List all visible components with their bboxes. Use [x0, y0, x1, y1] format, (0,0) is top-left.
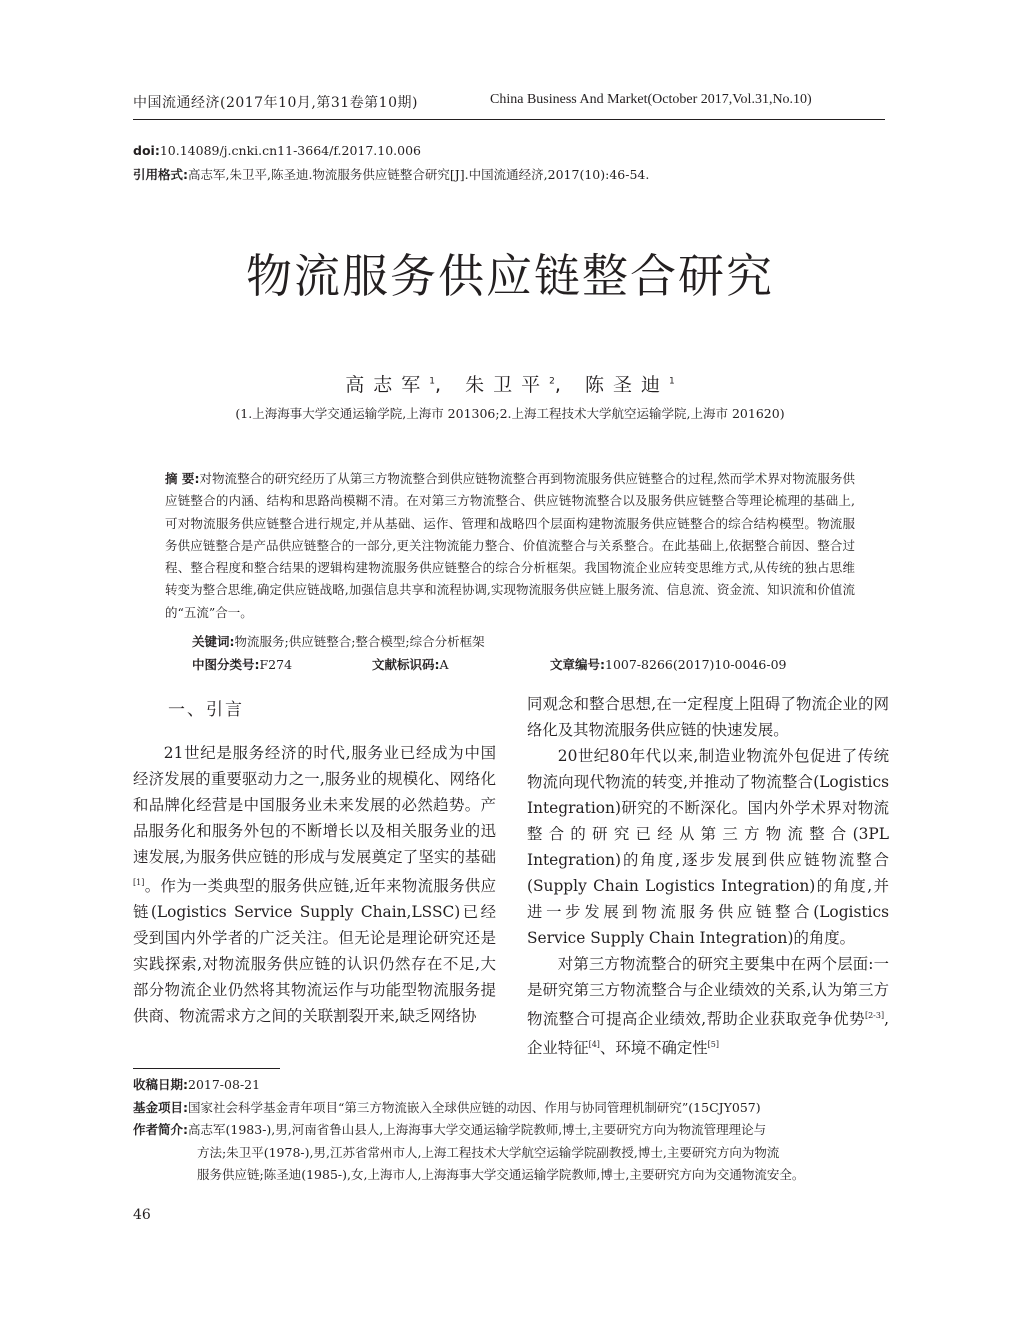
footnotes — [133, 1074, 888, 1187]
fund-value: 国家社会科学基金青年项目“第三方物流嵌入全球供应链的动因、作用与协同管理机制研究”(15CJY057) — [188, 1099, 761, 1115]
author-name: 朱卫平 — [465, 374, 550, 396]
author-list — [0, 370, 1020, 397]
received-value: 2017-08-21 — [188, 1077, 261, 1092]
clc-code — [192, 655, 292, 673]
abstract-text: 对物流整合的研究经历了从第三方物流整合到供应链物流整合再到物流服务供应链整合的过程,然而学术界对物流服务供应链整合的内涵、结构和思路尚模糊不清。在对第三方物流整合、供应链物流整合以及服务供应链整合等理论梳理的基础上,可对物流服务供应链整合进行规定,并从基础、运作、管理和战略四个层面构建物流服务供应链整合的综合结构模型。物流服务供应链整合是产品供应链整合的一部分,更关注物流能力整合、价值流整合与关系整合。在此基础上,依据整合前因、整合过程、整合程度和整合结果的逻辑构建物流服务供应链整合的综合分析框架。我国物流企业应转变思维方式,从传统的独占思维转变为整合思维,确定供应链战略,加强信息共享和流程协调,实现物流服务供应链上服务流、信息流、资金流、知识流和价值流的“五流”合一。 — [165, 471, 855, 620]
doi-line — [133, 143, 421, 158]
abstract-label: 摘 要: — [165, 471, 200, 486]
paragraph-text: 、环境不确定性 — [599, 1039, 708, 1058]
author-name: 高志军 — [345, 374, 430, 396]
journal-header-en: China Business And Market(October 2017,Vol.31,No.10) — [490, 92, 812, 107]
footnote-divider — [133, 1068, 280, 1069]
citation-line — [133, 165, 649, 183]
citation-label: 引用格式: — [133, 167, 188, 182]
author-bio-cont: 服务供应链;陈圣迪(1985-),女,上海市人,上海海事大学交通运输学院教师,博士,主要研究方向为交通物流安全。 — [197, 1167, 805, 1182]
citation-ref: [2-3] — [864, 1011, 885, 1020]
author-separator: , — [435, 374, 451, 396]
article-value: 1007-8266(2017)10-0046-09 — [605, 657, 787, 672]
abstract — [165, 468, 855, 624]
clc-value: F274 — [259, 657, 293, 672]
received-label: 收稿日期: — [133, 1077, 188, 1092]
paper-title: 物流服务供应链整合研究 — [246, 249, 774, 303]
paragraph-text: 21世纪是服务经济的时代,服务业已经成为中国经济发展的重要驱动力之一,服务业的规模化、网络化和品牌化经营是中国服务业未来发展的必然趋势。产品服务化和服务外包的不断增长以及相关服务业的迅速发展,为服务供应链的形成与发展奠定了坚实的基础 — [133, 744, 496, 866]
doc-value: A — [439, 657, 449, 672]
page-number: 46 — [133, 1207, 151, 1223]
author-bio-cont: 方法;朱卫平(1978-),男,江苏省常州市人,上海工程技术大学航空运输学院副教授,博士,主要研究方向为物流 — [197, 1144, 780, 1160]
received-date — [133, 1074, 888, 1097]
keywords — [192, 632, 485, 650]
fund-label: 基金项目: — [133, 1099, 188, 1115]
citation-ref: [5] — [707, 1040, 720, 1050]
body-paragraph — [527, 951, 889, 1061]
author-bio-label: 作者简介: — [133, 1122, 188, 1137]
article-label: 文章编号: — [550, 657, 605, 672]
document-code — [372, 655, 449, 673]
author-affil-mark: 1 — [668, 376, 675, 387]
body-paragraph: 同观念和整合思想,在一定程度上阻碍了物流企业的网络化及其物流服务供应链的快速发展。 — [527, 695, 889, 739]
doi-label: doi: — [133, 143, 160, 158]
citation-ref: [1] — [133, 878, 145, 887]
citation-value: 高志军,朱卫平,陈圣迪.物流服务供应链整合研究[J].中国流通经济,2017(10):46-54. — [188, 167, 650, 182]
author-affil-mark: 1 — [429, 376, 436, 387]
header-divider — [133, 119, 885, 120]
journal-header-cn: 中国流通经济(2017年10月,第31卷第10期) — [133, 95, 418, 111]
author-separator: , — [554, 374, 570, 396]
author-name: 陈圣迪 — [584, 374, 669, 396]
article-number — [550, 655, 786, 673]
section-heading: 一、引言 — [168, 700, 244, 720]
keywords-text: 物流服务;供应链整合;整合模型;综合分析框架 — [234, 634, 485, 649]
paragraph-text: 对第三方物流整合的研究主要集中在两个层面:一是研究第三方物流整合与企业绩效的关系,认为第三方物流整合可提高企业绩效,帮助企业获取竞争优势 — [527, 955, 889, 1029]
body-column-left — [133, 740, 496, 1029]
fund-project — [133, 1097, 888, 1120]
body-column-right — [527, 691, 889, 1061]
body-paragraph — [133, 740, 496, 1029]
author-affil-mark: 2 — [549, 376, 555, 387]
citation-ref: [4] — [588, 1040, 600, 1050]
author-bio — [133, 1119, 888, 1142]
doc-label: 文献标识码: — [372, 657, 440, 672]
body-paragraph: 20世纪80年代以来,制造业物流外包促进了传统物流向现代物流的转变,并推动了物流整合(Logistics Integration)研究的不断深化。国内外学术界对物流整合的研究已经从第三方物流整合(3PL Integration)的角度,逐步发展到供应链物流整合(Supply Chain Logistics Integration)的角度,并进一步发展到物流服务供应链整合(Logistics Service Supply Chain Integration)的角度。 — [527, 747, 889, 947]
clc-label: 中图分类号: — [192, 657, 260, 672]
affiliation-line: (1.上海海事大学交通运输学院,上海市 201306;2.上海工程技术大学航空运输学院,上海市 201620) — [235, 406, 785, 421]
doi-value: 10.14089/j.cnki.cn11-3664/f.2017.10.006 — [159, 143, 422, 158]
author-bio-text: 高志军(1983-),男,河南省鲁山县人,上海海事大学交通运输学院教师,博士,主要研究方向为物流管理理论与 — [188, 1122, 767, 1137]
keywords-label: 关键词: — [192, 634, 235, 649]
paragraph-text: 。作为一类典型的服务供应链,近年来物流服务供应链(Logistics Service Supply Chain,LSSC)已经受到国内外学者的广泛关注。但无论是理论研究还是实践探索,对物流服务供应链的认识仍然存在不足,大部分物流企业仍然将其物流运作与功能型物流服务提供商、物流需求方之间的关联割裂开来,缺乏网络协 — [133, 877, 496, 1026]
paragraph-text: ,企业特征 — [527, 1010, 889, 1058]
